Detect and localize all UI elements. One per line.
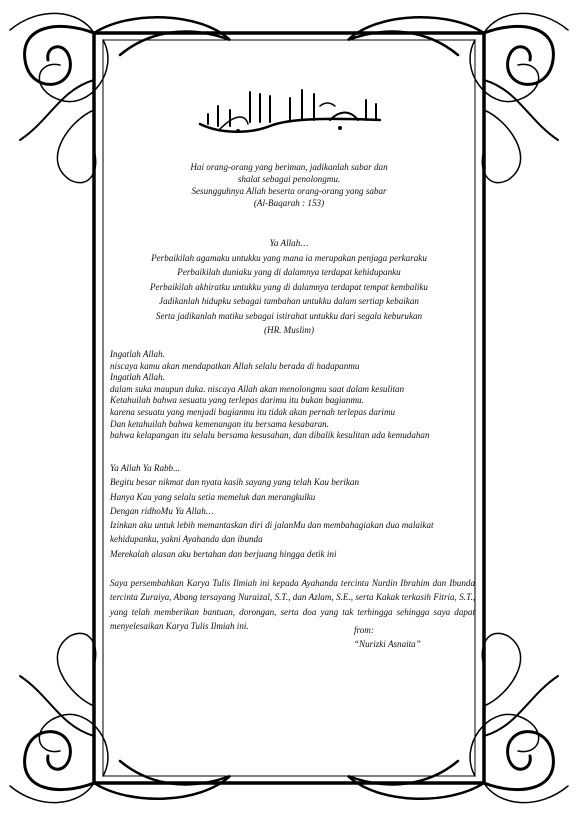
remember-line: dalam suka maupun duka. niscaya Allah akan menolongmu saat dalam kesulitan [110, 383, 405, 394]
signature-from: from: [354, 625, 374, 635]
dedication-paragraph: Saya persembahkan Karya Tulis Ilmiah ini kepada Ayahanda tercinta Nurdin Ibrahim dan Ibunda tercinta Zuraiya, Abang tersayang Nuraizal, S.T., dan Azlam, S.E., serta Kakak terkasih Fitria, S.T., yang telah memberikan bantuan, dorongan, serta doa yang tak terhingga sehingga saya dapat menyelesaikan Karya Tulis Ilmiah ini. [110, 578, 475, 631]
remember-line: niscaya kamu akan mendapatkan Allah selalu berada di hadapanmu [110, 360, 360, 371]
bismillah-calligraphy [190, 84, 390, 136]
prayer-line: Perbaikilah duniaku yang di dalamnya terdapat kehidupanku [177, 267, 401, 277]
remember-line: bahwa kelapangan itu selalu bersama kesusahan, dan dibalik kesulitan ada kemudahan [110, 430, 430, 441]
quran-line: Hai orang-orang yang beriman, jadikanlah sabar dan [190, 162, 388, 172]
remember-line: Dan ketahuilah bahwa kemenangan itu bersama kesabaran. [110, 418, 329, 429]
quran-verse [110, 161, 468, 209]
remember-line: Ingatlah Allah. [110, 372, 165, 383]
quran-citation: (Al-Baqarah : 153) [253, 198, 325, 208]
prayer-block [110, 236, 468, 338]
signature-name: “Nurizki Asnaita” [354, 639, 421, 649]
signature [354, 623, 464, 651]
remember-line: karena sesuatu yang menjadi bagianmu itu tidak akan pernah terlepas darimu [110, 406, 396, 417]
remember-line: Ketahuilah bahwa sesuatu yang terlepas darimu itu bukan bagianmu. [110, 395, 364, 406]
quran-line: Sesungguhnya Allah beserta orang-orang yang sabar [191, 186, 387, 196]
rabb-line: Hanya Kau yang selalu setia memeluk dan merangkulku [110, 491, 316, 502]
rabb-block [110, 461, 475, 561]
remember-line: Ingatlah Allah. [110, 349, 165, 359]
rabb-line: Izinkan aku untuk lebih memantaskan diri di jalanMu dan membahagiakan dua malaikat [110, 520, 434, 531]
remember-block [110, 349, 475, 442]
quran-line: shalat sebagai penolongmu. [237, 174, 341, 184]
prayer-citation: (HR. Muslim) [263, 325, 314, 335]
rabb-line: Dengan ridhoMu Ya Allah… [110, 505, 214, 516]
rabb-line: Begitu besar nikmat dan nyata kasih sayang yang telah Kau berikan [110, 477, 360, 488]
prayer-line: Jadikanlah hidupku sebagai tambahan untukku dalam sertiap kebaikan [159, 296, 419, 306]
prayer-line: Serta jadikanlah matiku sebagai istirahat untukku dari segala keburukan [155, 310, 423, 321]
rabb-line: kehidupanku, yakni Ayahanda dan ibunda [110, 534, 263, 545]
rabb-line: Ya Allah Ya Rabb... [110, 463, 180, 473]
prayer-line: Perbaikilah akhiratku untukku yang di dalamnya terdapat tempat kembaliku [150, 281, 428, 292]
rabb-line: Merekalah alasan aku bertahan dan berjuang hingga detik ini [110, 548, 337, 559]
prayer-line: Perbaikilah agamaku untukku yang mana ia merupakan penjaga perkaraku [151, 252, 427, 263]
prayer-line: Ya Allah… [269, 238, 309, 248]
